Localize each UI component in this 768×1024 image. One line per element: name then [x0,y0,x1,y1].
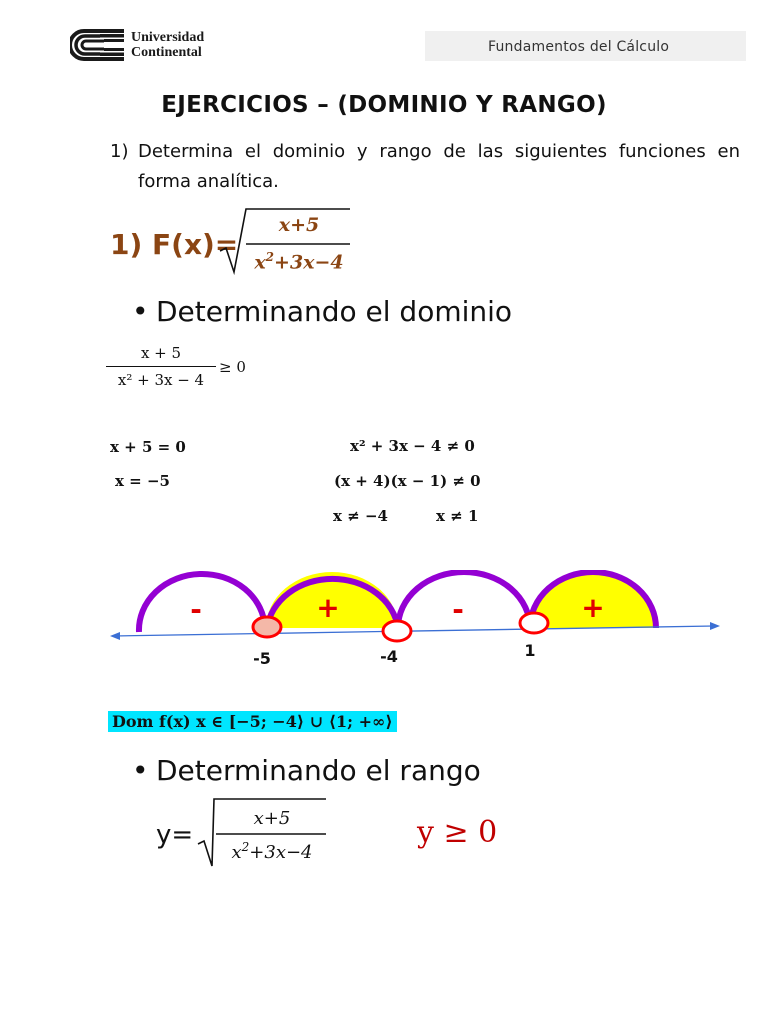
bullet-icon: • [132,754,149,787]
range-heading [132,754,481,787]
function-numerator: x+5 [278,214,320,236]
instruction [110,137,740,197]
sign-interval-2: + [316,591,340,624]
institution-line1: Universidad [131,30,205,45]
equation-x-value: x = −5 [115,472,170,490]
range-denominator-base: x [231,842,242,863]
instruction-number: 1) [110,141,129,162]
equation-restriction-1: x ≠ −4 [333,507,388,525]
denominator-rest: +3x−4 [274,251,344,274]
inequality-fraction-bar [106,366,216,367]
range-denominator [216,840,328,863]
inequality-denominator: x² + 3x − 4 [117,371,205,389]
denominator-base: x [254,251,266,274]
range-denominator-rest: +3x−4 [249,842,313,863]
university-logo [70,28,126,62]
equation-numerator-zero: x + 5 = 0 [110,438,186,456]
tick-label-1: 1 [524,641,536,660]
sign-interval-3: - [452,593,464,626]
function-label: 1) F(x)= [110,228,239,261]
number-line-axis [114,626,714,636]
sign-interval-4: + [581,591,605,624]
denominator-exponent: 2 [265,250,275,264]
function-denominator [246,250,352,273]
range-heading-text: Determinando el rango [156,754,481,787]
interval-arc-1 [139,574,265,632]
equation-denominator: x² + 3x − 4 ≠ 0 [350,437,475,455]
tick-label-minus-5: -5 [253,649,271,668]
axis-arrow-right [710,622,720,630]
axis-arrow-left [110,632,120,640]
course-header-box [425,31,746,61]
equation-factored: (x + 4)(x − 1) ≠ 0 [334,472,481,490]
bullet-icon: • [132,295,149,328]
range-condition: y ≥ 0 [417,815,498,850]
sign-interval-1: - [190,593,202,626]
inequality-relation: ≥ 0 [219,358,246,376]
domain-heading-text: Determinando el dominio [156,295,513,328]
range-denominator-exponent: 2 [241,840,250,854]
tick-label-minus-4: -4 [380,647,398,666]
instruction-text: Determina el dominio y rango de las siguientes funciones en forma analítica. [138,141,740,192]
sign-chart [100,570,730,670]
equation-restriction-2: x ≠ 1 [436,507,479,525]
interval-arc-3 [398,572,530,628]
point-minus-5 [253,617,281,637]
inequality-numerator: x + 5 [140,344,182,362]
institution-name [131,30,204,60]
range-numerator: x+5 [253,808,291,829]
point-minus-4 [383,621,411,641]
range-y-label: y= [156,820,194,850]
course-title: Fundamentos del Cálculo [488,39,670,55]
page-title: EJERCICIOS – (DOMINIO Y RANGO) [161,92,607,118]
domain-heading [132,295,512,328]
point-1 [520,613,548,633]
domain-result: Dom f(x) x ∈ [−5; −4⟩ ∪ ⟨1; +∞⟩ [108,711,397,732]
institution-line2: Continental [131,45,202,60]
